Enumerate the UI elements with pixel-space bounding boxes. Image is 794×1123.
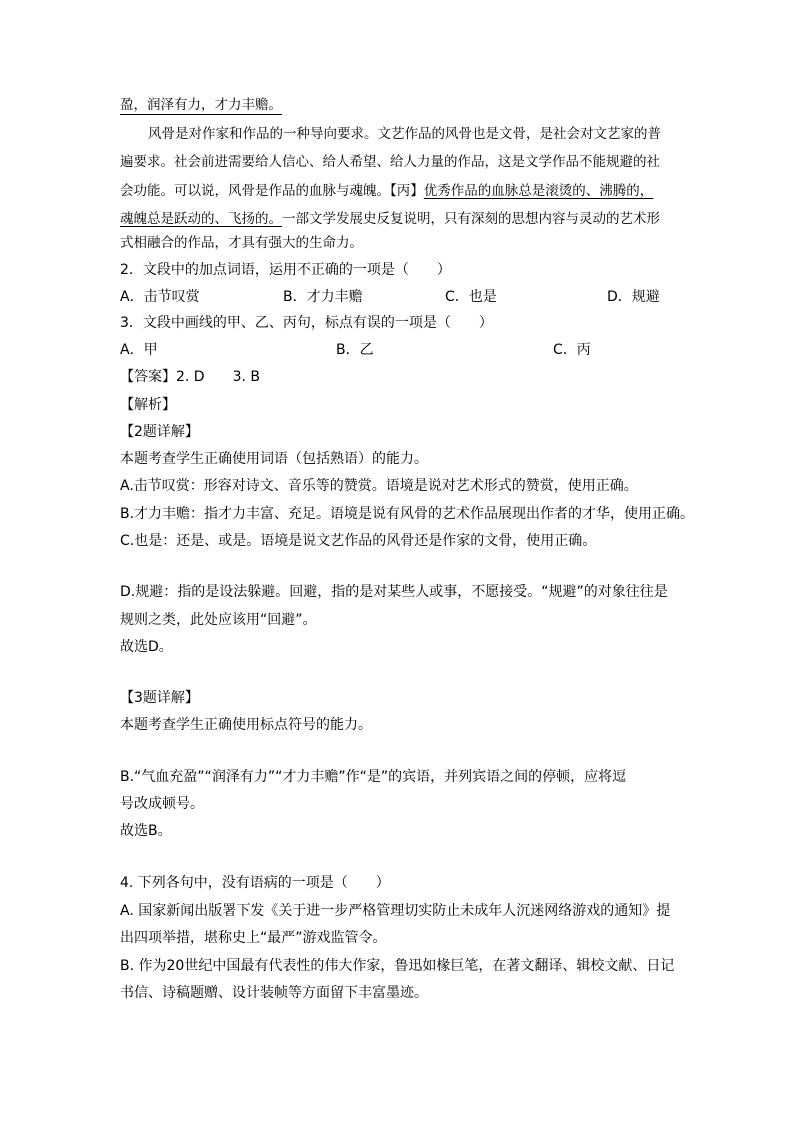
passage-line-5: [120, 209, 660, 229]
q3-option-b: B．乙: [336, 342, 374, 358]
question-4-stem: 4. 下列各句中，没有语病的一项是（ ）: [120, 875, 390, 891]
q3-option-c: C．丙: [553, 342, 591, 358]
q4-option-b-line2: 书信、诗稿题赠、设计装帧等方面留下丰富墨迹。: [120, 985, 428, 1001]
passage-line-2: 风骨是对作家和作品的一种导向要求。文艺作品的风骨也是文骨，是社会对文艺家的普: [148, 126, 661, 142]
q2-explain-a: A.击节叹赏：形容对诗文、音乐等的赞赏。语境是说对艺术形式的赞赏，使用正确。: [120, 478, 638, 494]
q3-intro: 本题考查学生正确使用标点符号的能力。: [120, 717, 372, 733]
q2-explain-d-line2: 规则之类，此处应该用“回避”。: [120, 612, 317, 628]
passage-underlined-text: 盈，润泽有力，才力丰赡。: [120, 97, 282, 113]
q3-option-a: A．甲: [120, 342, 158, 358]
passage-line-1: [120, 95, 282, 115]
question-3-stem: 3．文段中画线的甲、乙、丙句，标点有误的一项是（ ）: [120, 315, 493, 331]
q2-option-d: D．规避: [607, 289, 660, 305]
q4-option-a-line1: A. 国家新闻出版署下发《关于进一步严格管理切实防止未成年人沉迷网络游戏的通知》提: [120, 903, 671, 919]
q2-explain-d-line1: D.规避：指的是设法躲避。回避，指的是对某些人或事，不愿接受。“规避”的对象往往是: [120, 584, 668, 600]
passage-text: 会功能。可以说，风骨是作品的血脉与魂魄。: [120, 183, 390, 199]
underlined-sentence-end: 魂魄总是跃动的、飞扬的。: [120, 211, 282, 227]
underlined-sentence: 优秀作品的血脉总是滚烫的、沸腾的，: [423, 183, 654, 199]
q2-intro: 本题考查学生正确使用词语（包括熟语）的能力。: [120, 451, 428, 467]
passage-line-6: 式相融合的作品，才具有强大的生命力。: [120, 235, 363, 251]
q3-explain-b-line1: B.“气血充盈”“润泽有力”“才力丰赡”作“是”的宾语，并列宾语之间的停顿，应将逗: [120, 769, 627, 785]
passage-text: 一部文学发展史反复说明，只有深刻的思想内容与灵动的艺术形: [282, 211, 660, 227]
q4-option-a-line2: 出四项举措，堪称史上“最严”游戏监管令。: [120, 930, 387, 946]
question-2-stem: 2．文段中的加点词语，运用不正确的一项是（ ）: [120, 262, 451, 278]
q2-option-b: B．才力丰赡: [283, 289, 363, 305]
passage-line-3: 遍要求。社会前进需要给人信心、给人希望、给人力量的作品，这是文学作品不能规避的社: [120, 154, 660, 170]
q2-detail-tag: 【2题详解】: [120, 424, 199, 440]
q3-choice: 故选B。: [120, 823, 172, 839]
q2-option-a: A．击节叹赏: [120, 289, 200, 305]
q2-option-c: C．也是: [445, 289, 497, 305]
answer-tag: 【答案】: [120, 369, 176, 385]
q2-explain-b: B.才力丰赡：指才力丰富、充足。语境是说有风骨的艺术作品展现出作者的才华，使用正确。: [120, 506, 695, 522]
q2-explain-c: C.也是：还是、或是。语境是说文艺作品的风骨还是作家的文骨，使用正确。: [120, 533, 597, 549]
q3-explain-b-line2: 号改成顿号。: [120, 796, 204, 812]
q3-detail-tag: 【3题详解】: [120, 690, 199, 706]
answer-text: 2. D 3. B: [176, 369, 260, 385]
passage-line-4: [120, 181, 653, 201]
q2-choice: 故选D。: [120, 639, 173, 655]
answer-line: [120, 367, 260, 387]
sentence-marker-bing: 【丙】: [390, 183, 424, 199]
analysis-tag: 【解析】: [120, 397, 176, 413]
q4-option-b-line1: B. 作为20世纪中国最有代表性的伟大作家，鲁迅如椽巨笔，在著文翻译、辑校文献、日记: [120, 958, 675, 974]
